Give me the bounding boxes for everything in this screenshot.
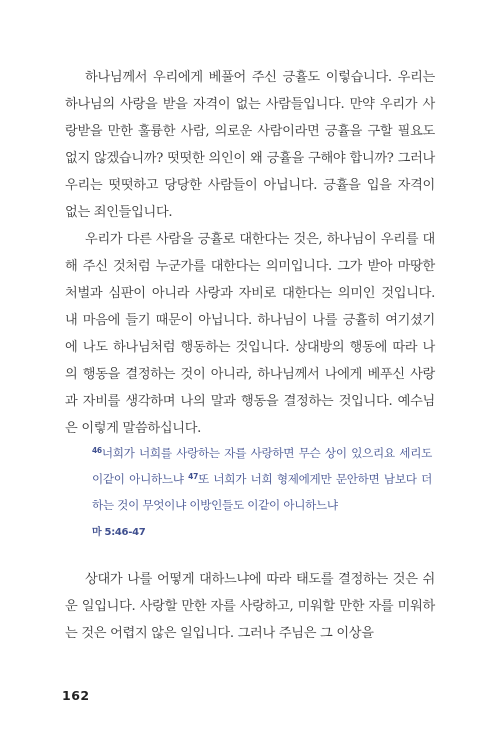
body-text-upper (65, 64, 435, 442)
paragraph: 상대가 나를 어떻게 대하느냐에 따라 태도를 결정하는 것은 쉬운 일입니다. 사랑할 만한 자를 사랑하고, 미워할 만한 자를 미워하는 것은 어렵지 않은 일입니다. 그러나 주님은 그 이상을 (65, 572, 435, 641)
verse-text: 너희가 너희를 사랑하는 자를 사랑하면 무슨 상이 있으리요 세리도 이같이 아니하느냐 (92, 446, 432, 486)
paragraph: 하나님께서 우리에게 베풀어 주신 긍휼도 이렇습니다. 우리는 하나님의 사랑을 받을 자격이 없는 사람들입니다. 만약 우리가 사랑받을 만한 훌륭한 사람, 의로운 사람이라면 긍휼을 구할 필요도 없지 않겠습니까? 떳떳한 의인이 왜 긍휼을 구해야 합니까? 그러나 우리는 떳떳하고 당당한 사람들이 아닙니다. 긍휼을 입을 자격이 없는 죄인들입니다. (65, 70, 435, 220)
body-text-lower (65, 566, 435, 647)
page-number: 162 (62, 688, 90, 703)
verse-text: 또 너희가 너희 형제에게만 문안하면 남보다 더하는 것이 무엇이냐 이방인들도 이같이 아니하느냐 (92, 472, 433, 512)
scripture-quote (92, 440, 432, 546)
verse-number: 47 (188, 472, 199, 481)
verse-number: 46 (92, 446, 102, 455)
paragraph: 우리가 다른 사람을 긍휼로 대한다는 것은, 하나님이 우리를 대해 주신 것처럼 누군가를 대한다는 의미입니다. 그가 받아 마땅한 처벌과 심판이 아니라 사랑과 자비로 대한다는 의미인 것입니다. 내 마음에 들기 때문이 아닙니다. 하나님이 나를 긍휼히 여기셨기에 나도 하나님처럼 행동하는 것입니다. 상대방의 행동에 따라 나의 행동을 결정하는 것이 아니라, 하나님께서 나에게 베푸신 사랑과 자비를 생각하며 나의 말과 행동을 결정하는 것입니다. 예수님은 이렇게 말씀하십니다. (65, 232, 435, 436)
scripture-reference: 마 5:46-47 (92, 527, 146, 538)
